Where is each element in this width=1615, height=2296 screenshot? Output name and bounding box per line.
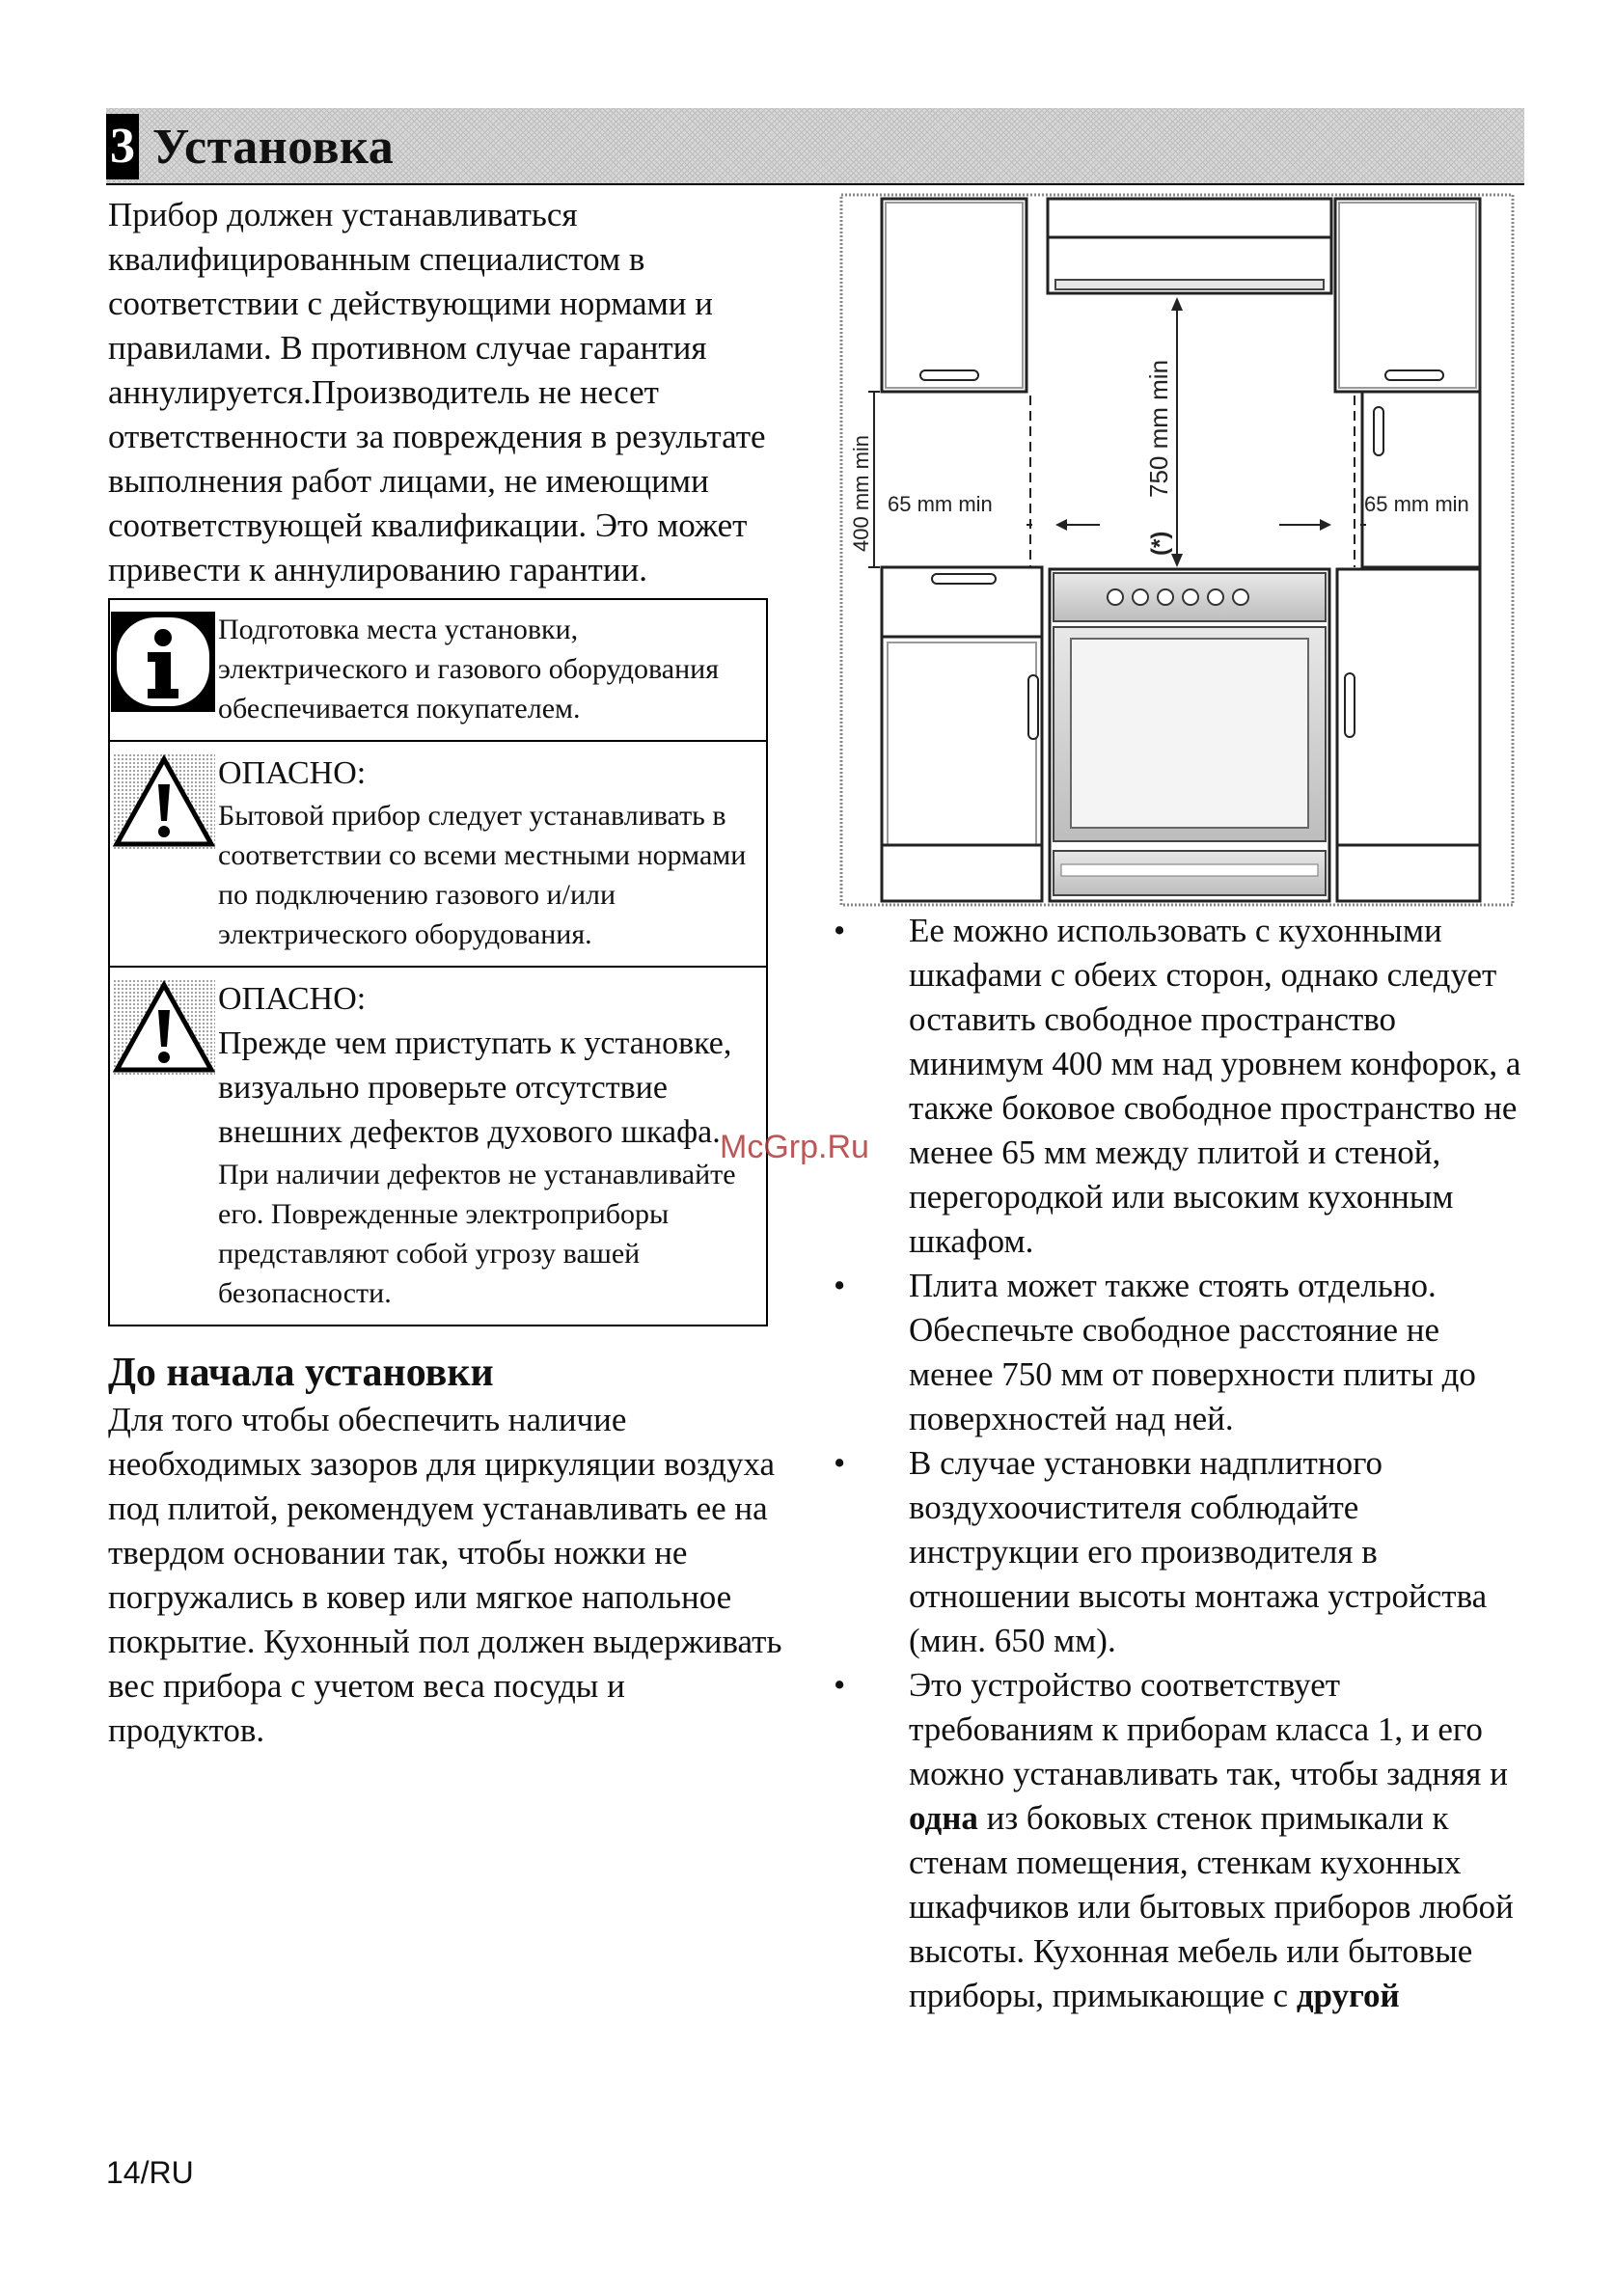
upper-right-cabinet bbox=[1335, 199, 1480, 392]
bullet-text-b: из боковых стенок примыкали к стенам помещения, стенкам кухонных шкафчиков или бытовых приборов любой высоты. Кухонная мебель или бытовые приборы, примыкающие с bbox=[909, 1799, 1514, 2014]
bullet-symbol: • bbox=[834, 912, 846, 949]
lower-right-cabinet bbox=[1337, 569, 1480, 901]
oven-appliance bbox=[1050, 569, 1329, 901]
list-item bbox=[834, 1441, 1528, 1663]
notice-warning-1-content bbox=[218, 752, 760, 954]
notice-warning-2-text: Прежде чем приступать к установке, визуально проверьте отсутствие внешних дефектов духового шкафа. bbox=[218, 1025, 732, 1150]
notice-info-text: Подготовка места установки, электрического и газового оборудования обеспечивается покупателем. bbox=[218, 614, 720, 724]
notice-warning-1 bbox=[110, 742, 766, 968]
header-divider bbox=[106, 183, 1524, 185]
bullet-list bbox=[834, 909, 1528, 2018]
label-vertical-left: 400 mm min bbox=[849, 434, 873, 552]
section-header bbox=[106, 108, 1524, 185]
bullet-bold-a: одна bbox=[909, 1799, 978, 1837]
bullet-text-a: Это устройство соответствует требованиям к приборам класса 1, и его можно устанавливать так, чтобы задняя и bbox=[909, 1666, 1508, 1792]
range-hood bbox=[1048, 199, 1331, 293]
watermark: McGrp.Ru bbox=[720, 1129, 869, 1165]
bullet-text: В случае установки надплитного воздухоочистителя соблюдайте инструкции его производителя в отношении высоты монтажа устройства (мин. 650 мм). bbox=[909, 1444, 1488, 1659]
label-asterisk: (*) bbox=[1147, 531, 1173, 556]
upper-left-cabinet bbox=[882, 199, 1026, 392]
label-right-side: 65 mm min bbox=[1364, 492, 1469, 516]
section-number: 3 bbox=[106, 114, 139, 179]
lower-left-cabinet bbox=[882, 567, 1042, 901]
right-tall-cabinet bbox=[1362, 392, 1480, 567]
warning-icon bbox=[110, 977, 218, 1313]
bullet-symbol: • bbox=[834, 1444, 846, 1482]
list-item bbox=[834, 1264, 1528, 1441]
label-vertical-center: 750 mm min bbox=[1144, 359, 1173, 498]
bullet-symbol: • bbox=[834, 1267, 846, 1304]
list-item bbox=[834, 909, 1528, 1264]
notice-box bbox=[108, 598, 768, 1326]
notice-warning-1-text: Бытовой прибор следует устанавливать в соответствии со всеми местными нормами по подключению газового и/или электрического оборудования. bbox=[218, 800, 747, 950]
subheading: До начала установки bbox=[108, 1351, 494, 1395]
notice-warning-2-title: ОПАСНО: bbox=[218, 981, 367, 1017]
section-title: Установка bbox=[152, 119, 395, 175]
notice-warning-2 bbox=[110, 968, 766, 1325]
label-left-side: 65 mm min bbox=[888, 492, 993, 516]
bullet-text: Плита может также стоять отдельно. Обеспечьте свободное расстояние не менее 750 мм от поверхности плиты до поверхностей над ней. bbox=[909, 1267, 1476, 1437]
before-install-paragraph: Для того чтобы обеспечить наличие необходимых зазоров для циркуляции воздуха под плитой, рекомендуем устанавливать ее на твердом основании так, чтобы ножки не погружались в ковер или мягкое напольное покрытие. Кухонный пол должен выдерживать вес прибора с учетом веса посуды и продуктов. bbox=[108, 1401, 782, 1749]
intro-paragraph: Прибор должен устанавливаться квалифицированным специалистом в соответствии с действующими нормами и правилами. В противном случае гарантия аннулируется.Производитель не несет ответственности за повреждения в результате выполнения работ лицами, не имеющими соответствующей квалификации. Это может привести к аннулированию гарантии. bbox=[108, 196, 766, 588]
info-icon bbox=[110, 610, 218, 728]
installation-diagram bbox=[839, 193, 1515, 907]
bullet-symbol: • bbox=[834, 1666, 846, 1704]
notice-warning-2-content bbox=[218, 977, 760, 1313]
notice-warning-1-title: ОПАСНО: bbox=[218, 755, 367, 791]
notice-info bbox=[110, 600, 766, 742]
left-column bbox=[108, 193, 783, 1753]
bullet-bold-b: другой bbox=[1296, 1977, 1400, 2014]
list-item bbox=[834, 1663, 1528, 2018]
warning-icon bbox=[110, 752, 218, 954]
page-number: 14/RU bbox=[106, 2155, 194, 2190]
notice-warning-2-text2: При наличии дефектов не устанавливайте его. Поврежденные электроприборы представляют собой угрозу вашей безопасности. bbox=[218, 1159, 736, 1309]
bullet-text: Ее можно использовать с кухонными шкафами с обеих сторон, однако следует оставить свободное пространство минимум 400 мм над уровнем конфорок, а также боковое свободное пространство не менее 65 мм между плитой и стеной, перегородкой или высоким кухонным шкафом. bbox=[909, 912, 1521, 1260]
